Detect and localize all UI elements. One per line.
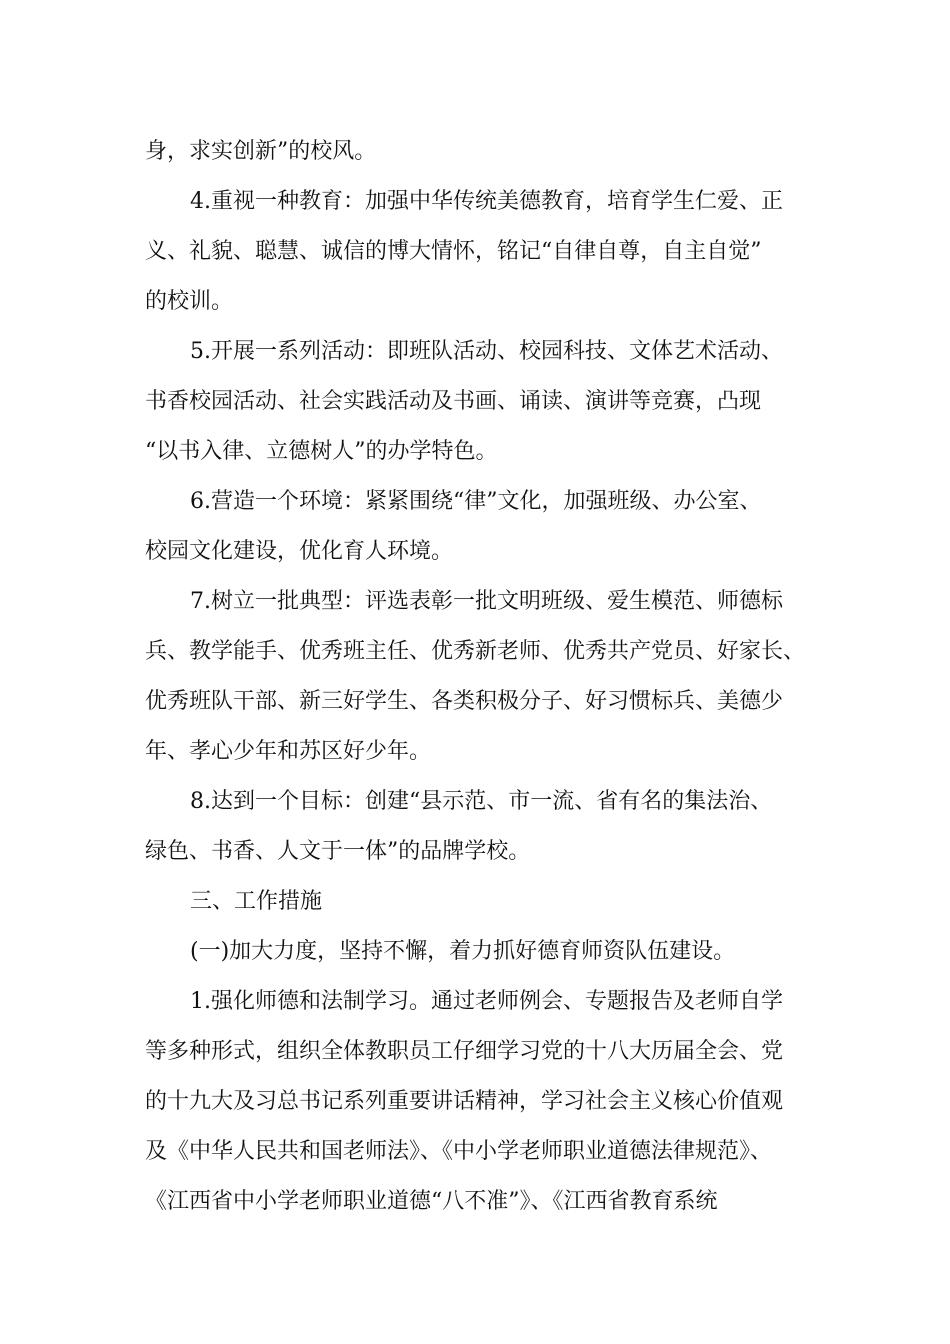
text-line-6: 书香校园活动、社会实践活动及书画、诵读、演讲等竞赛，凸现 [145,389,762,414]
text-line-5: 5.开展一系列活动：即班队活动、校园科技、文体艺术活动、 [190,339,783,364]
text-line-20: 的十九大及习总书记系列重要讲话精神，学习社会主义核心价值观 [145,1089,784,1114]
text-line-10: 7.树立一批典型：评选表彰一批文明班级、爱生模范、师德标 [190,589,783,614]
text-line-7: “以书入律、立德树人”的办学特色。 [145,439,498,464]
text-line-12: 优秀班队干部、新三好学生、各类积极分子、好习惯标兵、美德少 [145,689,784,714]
text-line-13: 年、孝心少年和苏区好少年。 [145,739,432,764]
text-line-22: 《江西省中小学老师职业道德“八不准”》、《江西省教育系统 [145,1189,718,1214]
text-line-21: 及《中华人民共和国老师法》、《中小学老师职业道德法律规范》、 [145,1139,773,1164]
section-heading: 三、工作措施 [190,889,323,914]
text-line-8: 6.营造一个环境：紧紧围绕“律”文化，加强班级、办公室、 [190,489,762,514]
text-line-4: 的校训。 [145,289,234,314]
text-line-9: 校园文化建设，优化育人环境。 [145,539,454,564]
text-line-18: 1.强化师德和法制学习。通过老师例会、专题报告及老师自学 [190,989,783,1014]
text-line-2: 4.重视一种教育：加强中华传统美德教育，培育学生仁爱、正 [190,189,783,214]
text-line-14: 8.达到一个目标：创建“县示范、市一流、省有名的集法治、 [190,789,773,814]
text-line-1: 身，求实创新”的校风。 [145,139,377,164]
text-line-19: 等多种形式，组织全体教职员工仔细学习党的十八大历届全会、党 [145,1039,784,1064]
subsection-heading: (一)加大力度，坚持不懈，着力抓好德育师资队伍建设。 [190,939,736,964]
text-line-15: 绿色、书香、人文于一体”的品牌学校。 [145,839,531,864]
text-line-3: 义、礼貌、聪慧、诚信的博大情怀，铭记“自律自尊，自主自觉” [145,239,762,264]
text-line-11: 兵、教学能手、优秀班主任、优秀新老师、优秀共产党员、好家长、 [145,639,806,664]
